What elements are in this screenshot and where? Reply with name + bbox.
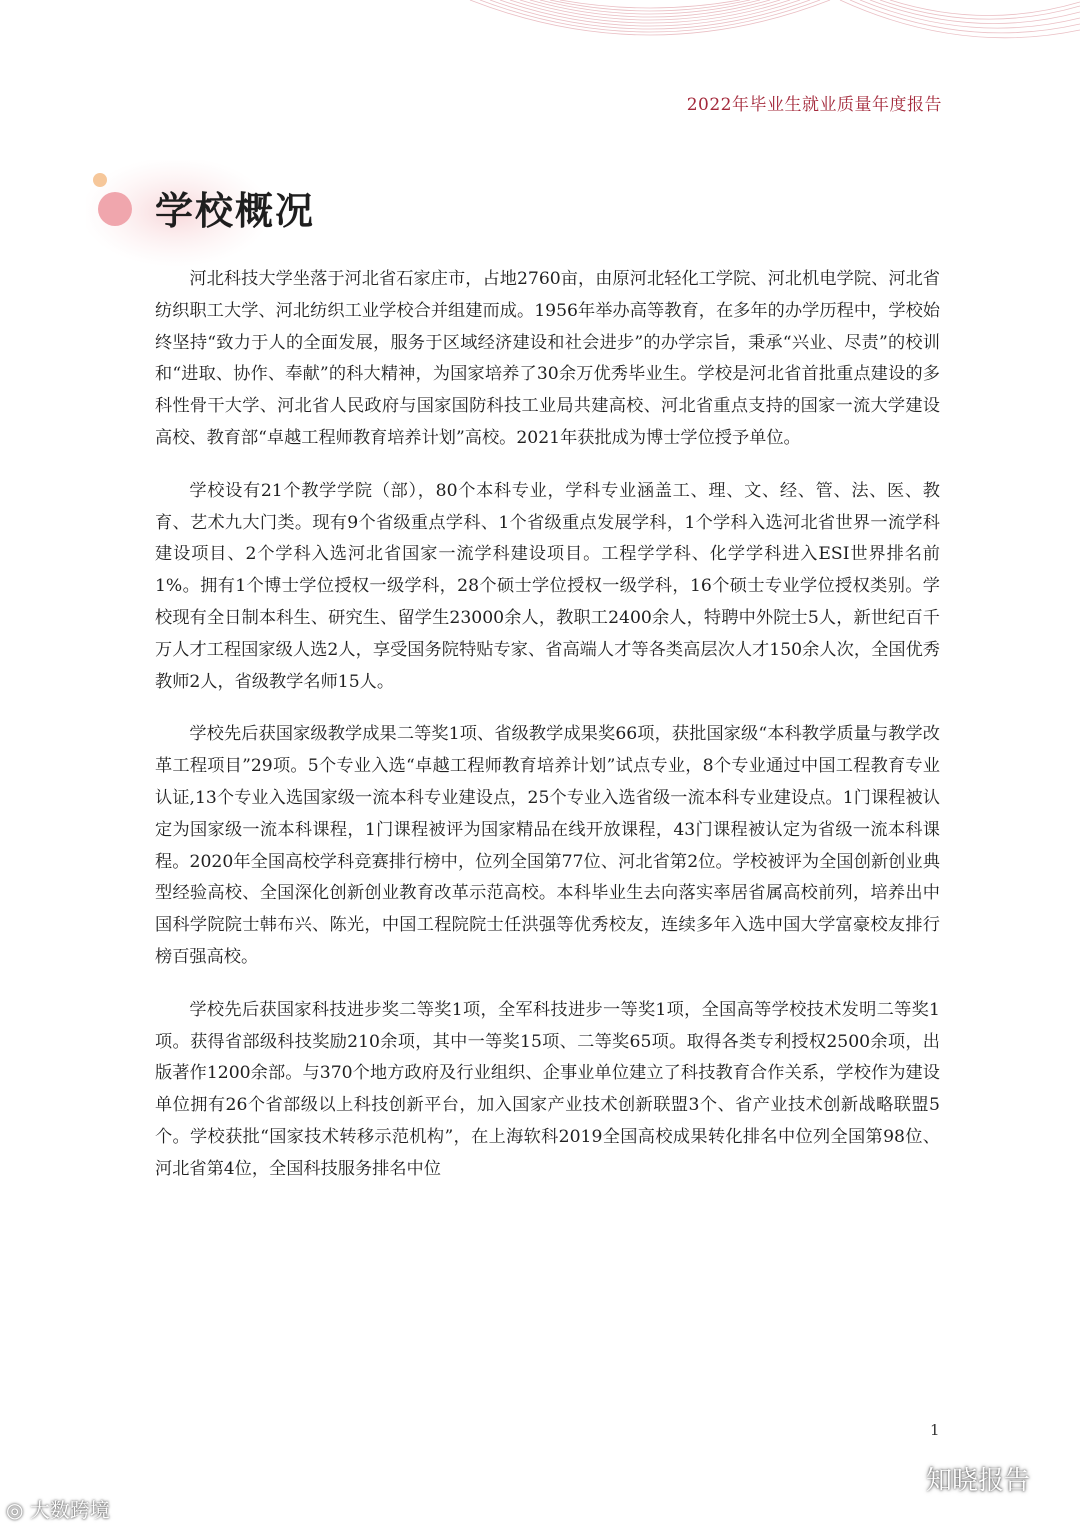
paragraph-disciplines-faculty: 学校设有21个教学学院（部），80个本科专业，学科专业涵盖工、理、文、经、管、法、医、教育、艺术九大门类。现有9个省级重点学科、1个省级重点发展学科，1个学科入选河北省世界一流学科建设项目、2个学科入选河北省国家一流学科建设项目。工程学学科、化学学科进入ESI世界排名前1%。拥有1个博士学位授权一级学科，28个硕士学位授权一级学科，16个硕士专业学位授权类别。学校现有全日制本科生、研究生、留学生23000余人，教职工2400余人，特聘中外院士5人，新世纪百千万人才工程国家级人选2人，享受国务院特贴专家、省高端人才等各类高层次人才150余人次，全国优秀教师2人，省级教学名师15人。 <box>155 480 940 692</box>
watermark-right-text: 知晓报告 <box>926 1466 1031 1496</box>
watermark-left <box>6 1494 110 1523</box>
page-number: 1 <box>930 1421 940 1439</box>
paragraph-school-overview: 河北科技大学坐落于河北省石家庄市，占地2760亩，由原河北轻化工学院、河北机电学院、河北省纺织职工大学、河北纺织工业学校合并组建而成。1956年举办高等教育，在多年的办学历程中，学校始终坚持“致力于人的全面发展，服务于区域经济建设和社会进步”的办学宗旨，秉承“兴业、尽责”的校训和“进取、协作、奉献”的科大精神，为国家培养了30余万优秀毕业生。学校是河北省首批重点建设的多科性骨干大学、河北省人民政府与国家国防科技工业局共建高校、河北省重点支持的国家一流大学建设高校、教育部“卓越工程师教育培养计划”高校。2021年获批成为博士学位授予单位。 <box>155 269 940 448</box>
paragraph-research-achievements: 学校先后获国家科技进步奖二等奖1项，全军科技进步一等奖1项，全国高等学校技术发明二等奖1项。获得省部级科技奖励210余项，其中一等奖15项、二等奖65项。取得各类专利授权2500余项，出版著作1200余部。与370个地方政府及行业组织、企事业单位建立了科技教育合作关系，学校作为建设单位拥有26个省部级以上科技创新平台，加入国家产业技术创新联盟3个、省产业技术创新战略联盟5个。学校获批“国家技术转移示范机构”，在上海软科2019全国高校成果转化排名中位列全国第98位、河北省第4位，全国科技服务排名中位 <box>155 999 940 1179</box>
watermark-left-text: 大数跨境 <box>29 1498 110 1522</box>
body-text <box>155 264 940 1207</box>
header-wave-decoration <box>0 0 1080 80</box>
paragraph-teaching-achievements: 学校先后获国家级教学成果二等奖1项、省级教学成果奖66项，获批国家级“本科教学质量与教学改革工程项目”29项。5个专业入选“卓越工程师教育培养计划”试点专业，8个专业通过中国工程教育专业认证,13个专业入选国家级一流本科专业建设点，25个专业入选省级一流本科专业建设点。1门课程被认定为国家级一流本科课程，1门课程被评为国家精品在线开放课程，43门课程被认定为省级一流本科课程。2020年全国高校学科竞赛排行榜中，位列全国第77位、河北省第2位。学校被评为全国创新创业典型经验高校、全国深化创新创业教育改革示范高校。本科毕业生去向落实率居省属高校前列，培养出中国科学院院士韩布兴、陈光，中国工程院院士任洪强等优秀校友，连续多年入选中国大学富豪校友排行榜百强高校。 <box>155 724 940 967</box>
section-title: 学校概况 <box>155 188 316 233</box>
watermark-right <box>876 1460 1030 1497</box>
wechat-icon <box>876 1463 920 1495</box>
weibo-icon: ◎ <box>6 1498 24 1522</box>
report-header-title: 2022年毕业生就业质量年度报告 <box>686 95 942 115</box>
